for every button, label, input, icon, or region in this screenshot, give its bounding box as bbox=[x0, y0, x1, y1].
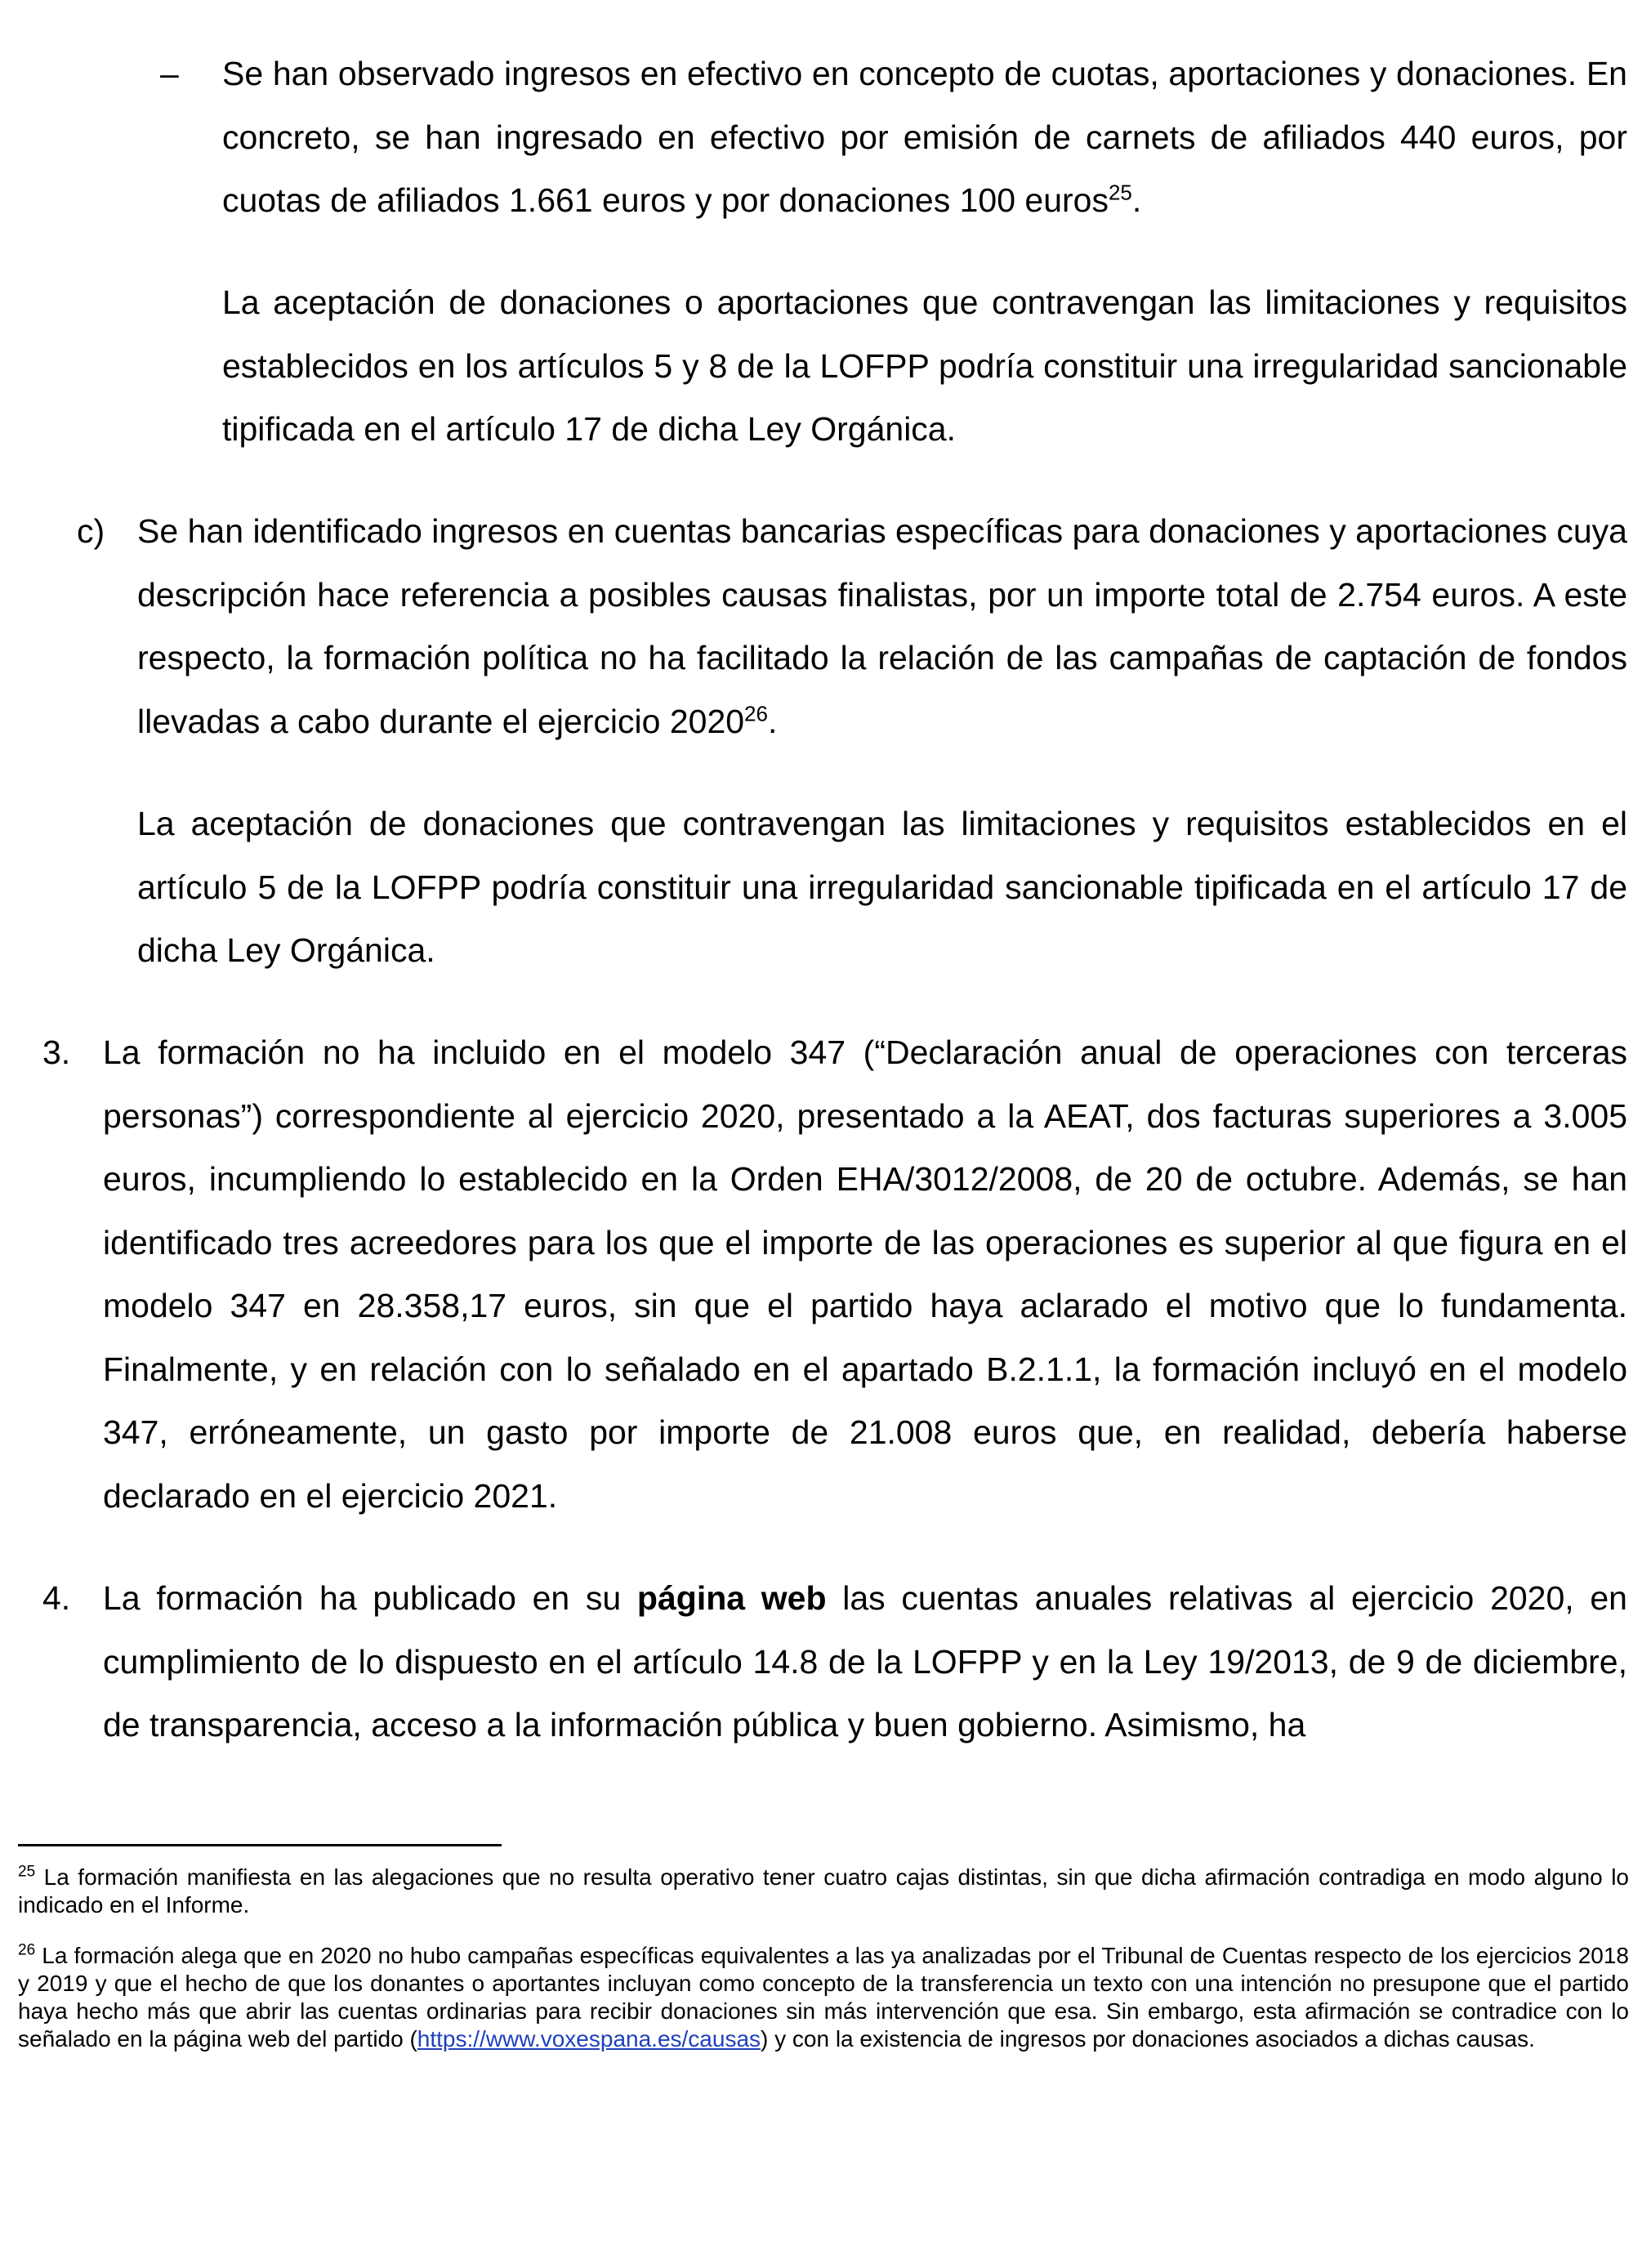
item-4-text-b: las cuentas anuales relativas al ejercicio 2020, en cumplimiento de lo dispuesto en el artículo 14.8 de la LOFPP y en la Ley 19/2013, de 9 de diciembre, de transparencia, acceso a la información pública y buen gobierno. Asimismo, ha bbox=[103, 1579, 1627, 1743]
dash-item-paragraph bbox=[222, 42, 1627, 233]
footnote-26 bbox=[18, 1942, 1629, 2053]
item-4-bold-web: página web bbox=[636, 1579, 827, 1617]
dash-item-end: . bbox=[1131, 181, 1142, 219]
footnote-25-text: La formación manifiesta en las alegaciones que no resulta operativo tener cuatro cajas distintas, sin que dicha afirmación contradiga en modo alguno lo indicado en el Informe. bbox=[18, 1864, 1629, 1918]
footnote-26-text-end: ) y con la existencia de ingresos por donaciones asociados a dichas causas. bbox=[761, 2026, 1535, 2051]
dash-item-text: Se han observado ingresos en efectivo en concepto de cuotas, aportaciones y donaciones. En concreto, se han ingresado en efectivo por emisión de carnets de afiliados 440 euros, por cuotas de afiliados 1.661 euros y por donaciones 100 euros bbox=[222, 55, 1627, 219]
footnote-separator bbox=[18, 1844, 502, 1846]
dash-item-note: La aceptación de donaciones o aportaciones que contravengan las limitaciones y requisitos establecidos en los artículos 5 y 8 de la LOFPP podría constituir una irregularidad sancionable tipificada en el artículo 17 de dicha Ley Orgánica. bbox=[222, 284, 1627, 448]
footnote-ref-25[interactable]: 25 bbox=[1108, 180, 1132, 205]
dash-bullet: – bbox=[160, 55, 179, 92]
item-4-text-a: La formación ha publicado en su bbox=[103, 1579, 637, 1617]
item-c-text: Se han identificado ingresos en cuentas bancarias específicas para donaciones y aportaciones cuya descripción hace referencia a posibles causas finalistas, por un importe total de 2.754 euros. A este respecto, la formación política no ha facilitado la relación de las campañas de captación de fondos llevadas a cabo durante el ejercicio 2020 bbox=[137, 512, 1627, 740]
footnote-25-number: 25 bbox=[18, 1863, 36, 1881]
item-4-paragraph bbox=[103, 1567, 1627, 1757]
item-c-end: . bbox=[767, 702, 778, 740]
item-4-marker: 4. bbox=[42, 1579, 71, 1617]
item-3-paragraph: La formación no ha incluido en el modelo 347 (“Declaración anual de operaciones con terceras personas”) correspondiente al ejercicio 2020, presentado a la AEAT, dos facturas superiores a 3.005 euros, incumpliendo lo establecido en la Orden EHA/3012/2008, de 20 de octubre. Además, se han identificado tres acreedores para los que el importe de las operaciones es superior al que figura en el modelo 347 en 28.358,17 euros, sin que el partido haya aclarado el motivo que lo fundamenta. Finalmente, y en relación con lo señalado en el apartado B.2.1.1, la formación incluyó en el modelo 347, erróneamente, un gasto por importe de 21.008 euros que, en realidad, debería haberse declarado en el ejercicio 2021. bbox=[103, 1034, 1627, 1515]
footnote-26-link[interactable]: https://www.voxespana.es/causas bbox=[417, 2026, 761, 2051]
item-c-note: La aceptación de donaciones que contravengan las limitaciones y requisitos establecidos en el artículo 5 de la LOFPP podría constituir una irregularidad sancionable tipificada en el artículo 17 de dicha Ley Orgánica. bbox=[137, 805, 1627, 969]
item-c-marker: c) bbox=[77, 512, 105, 550]
footnote-26-text: La formación alega que en 2020 no hubo campañas específicas equivalentes a las ya analizadas por el Tribunal de Cuentas respecto de los ejercicios 2018 y 2019 y que el hecho de que los donantes o aportantes incluyan como concepto de la transferencia un texto con una intención no presupone que el partido haya hecho más que abrir las cuentas ordinarias para recibir donaciones sin más intervención que esa. Sin embargo, esta afirmación se contradice con lo señalado en la página web del partido ( bbox=[18, 1943, 1629, 2051]
footnote-26-number: 26 bbox=[18, 1941, 36, 1959]
item-c-paragraph bbox=[137, 500, 1627, 753]
footnote-ref-26[interactable]: 26 bbox=[744, 700, 768, 725]
footnote-25 bbox=[18, 1864, 1629, 1919]
item-3-marker: 3. bbox=[42, 1034, 71, 1071]
